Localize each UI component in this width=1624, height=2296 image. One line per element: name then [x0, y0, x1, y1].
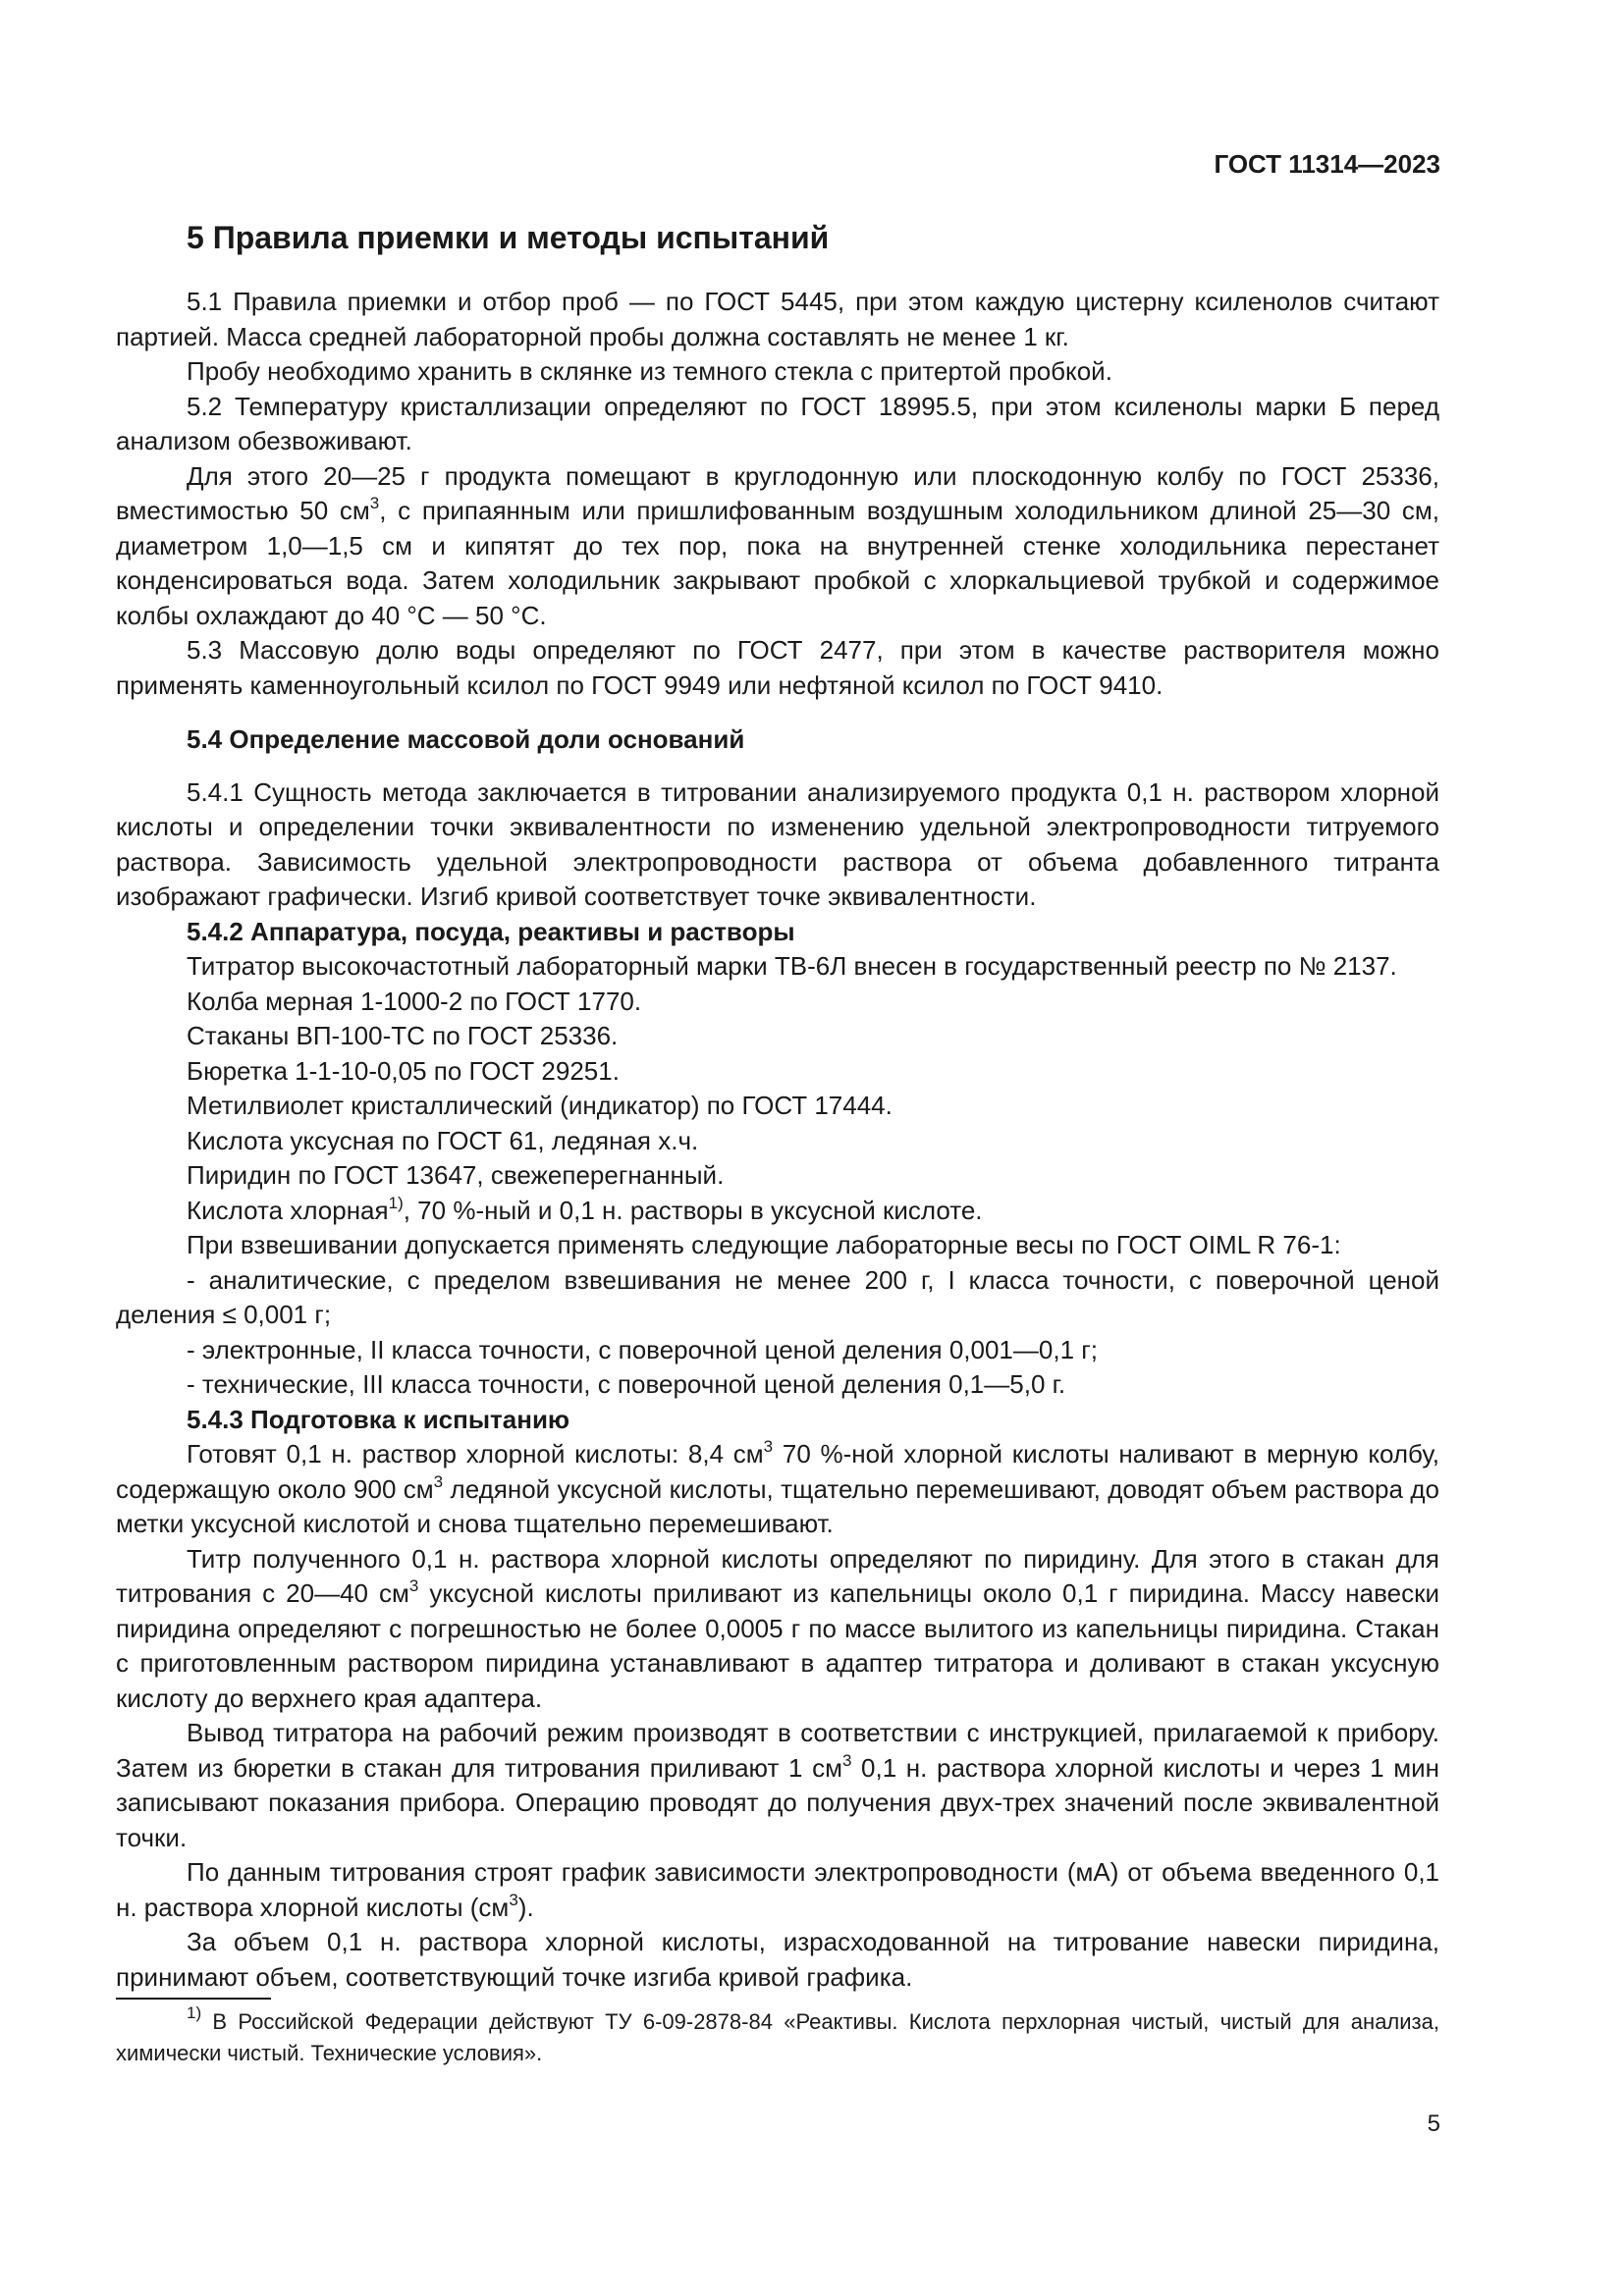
superscript: 3 [369, 494, 380, 512]
list-item: Кислота уксусная по ГОСТ 61, ледяная х.ч. [187, 1125, 699, 1155]
list-item: Стаканы ВП-100-ТС по ГОСТ 25336. [187, 1021, 619, 1050]
superscript: 3 [408, 1576, 419, 1595]
text-span: ). [517, 1892, 534, 1922]
footnote-text: В Российской Федерации действуют ТУ 6-09-2878-84 «Реактивы. Кислота перхлорная чистый, чистый для анализа, химически чистый. Технические условия». [116, 2009, 1439, 2065]
section-title: 5 Правила приемки и методы испытаний [187, 220, 830, 255]
superscript: 3 [509, 1890, 518, 1909]
text-span: 70 %-ной хлорной кислоты наливают в мерную колбу, содержащую около 900 см [116, 1439, 1439, 1504]
footnote-ref: 1) [388, 1193, 404, 1212]
paragraph-dehydration [116, 459, 1439, 634]
subsection-title-5-4-3: 5.4.3 Подготовка к испытанию [187, 1404, 570, 1434]
list-item: Колба мерная 1-1000-2 по ГОСТ 1770. [187, 986, 642, 1016]
text-span: По данным титрования строят график зависимости электропроводности (мА) от объема введенного 0,1 н. раствора хлорной кислоты (см [116, 1857, 1439, 1922]
footnote-marker: 1) [187, 2003, 202, 2022]
subsection-title-5-4: 5.4 Определение массовой доли оснований [187, 724, 745, 754]
paragraph-5-3: 5.3 Массовую долю воды определяют по ГОСТ 2477, при этом в качестве растворителя можно применять каменноугольный ксилол по ГОСТ 9949 или нефтяной ксилол по ГОСТ 9410. [116, 635, 1439, 700]
list-item-perchloric-acid [116, 1194, 1439, 1229]
scales-item: - технические, III класса точности, с поверочной ценой деления 0,1—5,0 г. [187, 1369, 1066, 1399]
page-number: 5 [1427, 2110, 1440, 2137]
paragraph-scales-intro: При взвешивании допускается применять следующие лабораторные весы по ГОСТ OIML R 76-1: [187, 1230, 1341, 1259]
superscript: 3 [763, 1437, 774, 1456]
paragraph-titre [116, 1542, 1439, 1717]
page-body [116, 218, 1439, 1995]
text-span: , 70 %-ный и 0,1 н. растворы в уксусной кислоте. [403, 1195, 983, 1225]
paragraph-titrator: Титратор высокочастотный лабораторный марки ТВ-6Л внесен в государственный реестр по № 2137. [187, 951, 1397, 981]
paragraph-5-4-1: 5.4.1 Сущность метода заключается в титровании анализируемого продукта 0,1 н. раствором хлорной кислоты и определении точки эквивалентности по изменению удельной электропроводности титруемого раствора. Зависимость удельной электропроводности раствора от объема добавленного титранта изображают графически. Изгиб кривой соответствует точке эквивалентности. [116, 776, 1439, 911]
paragraph-operating-mode [116, 1716, 1439, 1855]
paragraph-5-2: 5.2 Температуру кристаллизации определяют по ГОСТ 18995.5, при этом ксиленолы марки Б перед анализом обезвоживают. [116, 391, 1439, 455]
footnote [116, 2003, 1439, 2069]
paragraph-graph [116, 1855, 1439, 1925]
text-span: Для этого 20—25 г продукта помещают в круглодонную или плоскодонную колбу по ГОСТ 25336, вместимостью 50 см [116, 460, 1439, 525]
superscript: 3 [841, 1750, 852, 1770]
scales-item: - электронные, II класса точности, с поверочной ценой деления 0,001—0,1 г; [187, 1334, 1098, 1364]
standard-code: ГОСТ 11314—2023 [1214, 149, 1440, 179]
list-item: Пиридин по ГОСТ 13647, свежеперегнанный. [187, 1160, 725, 1190]
text-span: Вывод титратора на рабочий режим производят в соответствии с инструкцией, прилагаемой к прибору. Затем из бюретки в стакан для титрования приливают 1 см [116, 1718, 1439, 1783]
superscript: 3 [433, 1471, 444, 1491]
paragraph-5-1: 5.1 Правила приемки и отбор проб — по ГОСТ 5445, при этом каждую цистерну ксиленолов считают партией. Масса средней лабораторной пробы должна составлять не менее 1 кг. [116, 287, 1439, 351]
list-item: Метилвиолет кристаллический (индикатор) по ГОСТ 17444. [187, 1091, 893, 1120]
scales-item: - аналитические, с пределом взвешивания не менее 200 г, I класса точности, с поверочной ценой деления ≤ 0,001 г; [116, 1264, 1439, 1329]
footnote-divider [116, 1998, 271, 2000]
text-span: 0,1 н. раствора хлорной кислоты и через 1 мин записывают показания прибора. Операцию проводят до получения двух-трех значений после эквивалентной точки. [116, 1752, 1439, 1852]
text-span: , с припаянным или пришлифованным воздушным холодильником длиной 25—30 см, диаметром 1,0—1,5 см и кипятят до тех пор, пока на внутренней стенке холодильника перестанет конденсироваться вода. Затем холодильник закрывают пробкой с хлоркальциевой трубкой и содержимое колбы охлаждают до 40 °С — 50 °С. [116, 496, 1439, 630]
list-item: Бюретка 1-1-10-0,05 по ГОСТ 29251. [187, 1055, 620, 1086]
paragraph-storage: Пробу необходимо хранить в склянке из темного стекла с притертой пробкой. [187, 356, 1112, 386]
paragraph-volume: За объем 0,1 н. раствора хлорной кислоты, израсходованной на титрование навески пиридина, принимают объем, соответствующий точке изгиба кривой графика. [116, 1927, 1439, 1992]
subsection-title-5-4-2: 5.4.2 Аппаратура, посуда, реактивы и растворы [187, 916, 795, 946]
text-span: Кислота хлорная [187, 1195, 389, 1225]
text-span: Титр полученного 0,1 н. раствора хлорной кислоты определяют по пиридину. Для этого в стакан для титрования с 20—40 см [116, 1543, 1439, 1608]
text-span: Готовят 0,1 н. раствор хлорной кислоты: 8,4 см [187, 1439, 764, 1468]
paragraph-prep-solution [116, 1437, 1439, 1542]
text-span: ледяной уксусной кислоты, тщательно перемешивают, доводят объем раствора до метки уксусной кислотой и снова тщательно перемешивают. [116, 1473, 1439, 1538]
text-span: уксусной кислоты приливают из капельницы около 0,1 г пиридина. Массу навески пиридина определяют с погрешностью не более 0,0005 г по массе вылитого из капельницы пиридина. Стакан с приготовленным раствором пиридина устанавливают в адаптер титратора и доливают в стакан уксусную кислоту до верхнего края адаптера. [116, 1578, 1440, 1713]
